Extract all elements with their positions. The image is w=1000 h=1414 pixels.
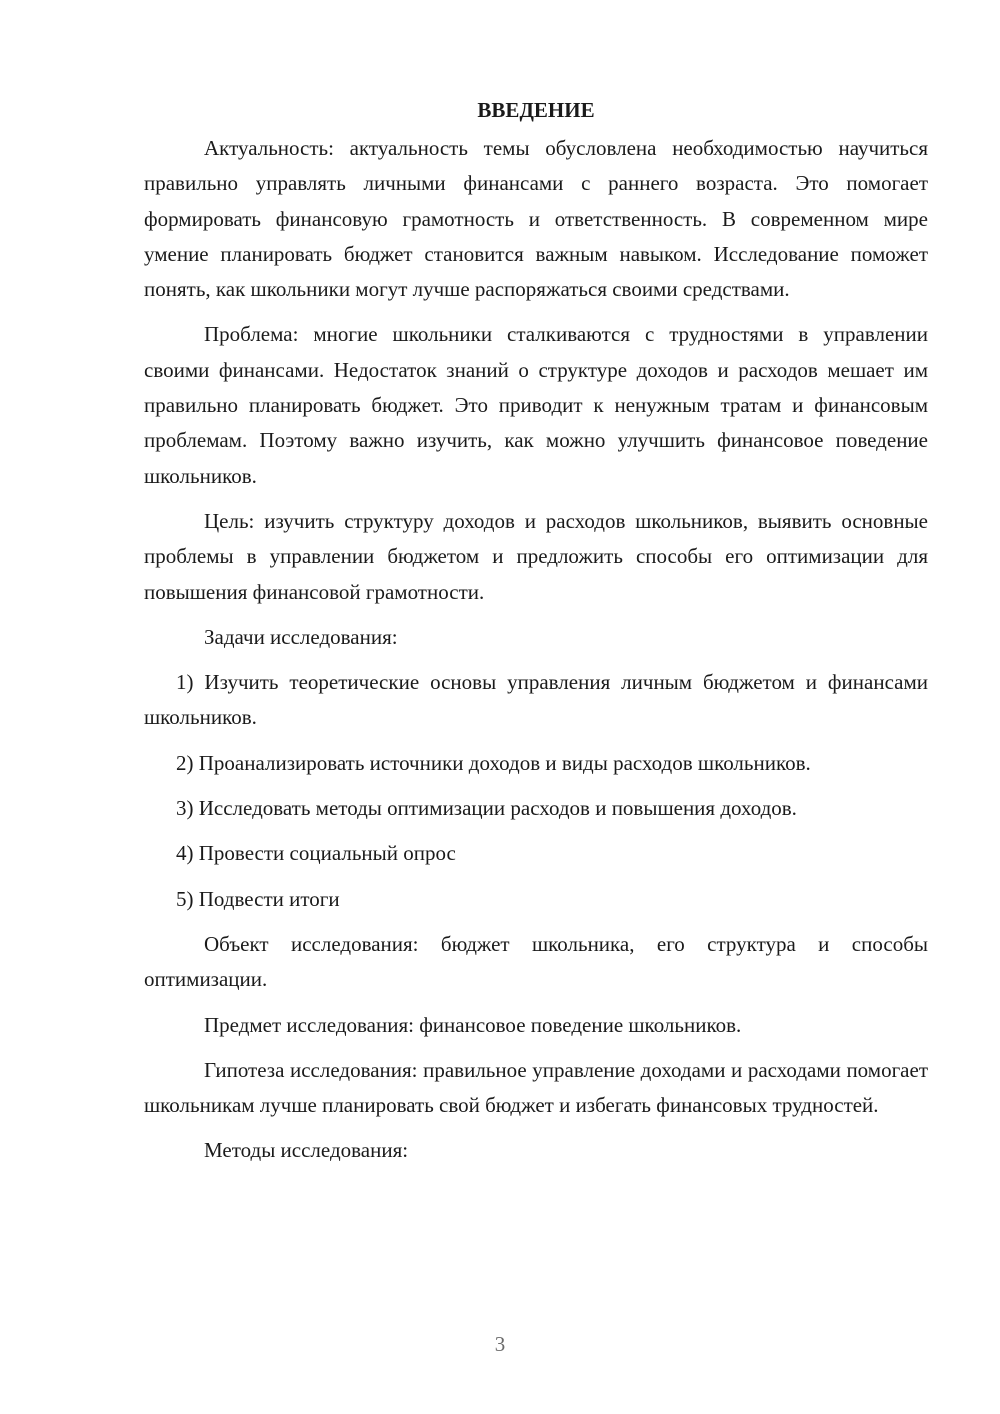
hypothesis-paragraph: Гипотеза исследования: правильное управление доходами и расходами помогает школьникам лучше планировать свой бюджет и избегать финансовых трудностей. xyxy=(144,1057,928,1118)
task-item: 5) Подвести итоги xyxy=(176,886,340,911)
object-paragraph: Объект исследования: бюджет школьника, его структура и способы оптимизации. xyxy=(144,931,928,992)
task-item: 1) Изучить теоретические основы управления личным бюджетом и финансами школьников. xyxy=(144,670,928,730)
tasks-list xyxy=(144,665,928,917)
page-number: 3 xyxy=(494,1332,506,1356)
task-item: 4) Провести социальный опрос xyxy=(176,841,456,866)
relevance-paragraph: Актуальность: актуальность темы обусловлена необходимостью научиться правильно управлять личными финансами с раннего возраста. Это помогает формировать финансовую грамотность и ответственность. В современном мире умение планировать бюджет становится важным навыком. Исследование поможет понять, как школьники могут лучше распоряжаться своими средствами. xyxy=(144,136,928,302)
subject-paragraph: Предмет исследования: финансовое поведение школьников. xyxy=(204,1012,742,1037)
section-title: ВВЕДЕНИЕ xyxy=(477,98,595,122)
task-item: 3) Исследовать методы оптимизации расходов и повышения доходов. xyxy=(176,796,797,821)
document-page xyxy=(144,92,928,1179)
problem-paragraph: Проблема: многие школьники сталкиваются с трудностями в управлении своими финансами. Недостаток знаний о структуре доходов и расходов мешает им правильно планировать бюджет. Это приводит к ненужным тратам и финансовым проблемам. Поэтому важно изучить, как можно улучшить финансовое поведение школьников. xyxy=(144,322,928,488)
tasks-heading: Задачи исследования: xyxy=(204,624,398,649)
task-item: 2) Проанализировать источники доходов и виды расходов школьников. xyxy=(176,750,811,775)
goal-paragraph: Цель: изучить структуру доходов и расходов школьников, выявить основные проблемы в управлении бюджетом и предложить способы его оптимизации для повышения финансовой грамотности. xyxy=(144,508,928,604)
methods-heading: Методы исследования: xyxy=(204,1138,409,1163)
